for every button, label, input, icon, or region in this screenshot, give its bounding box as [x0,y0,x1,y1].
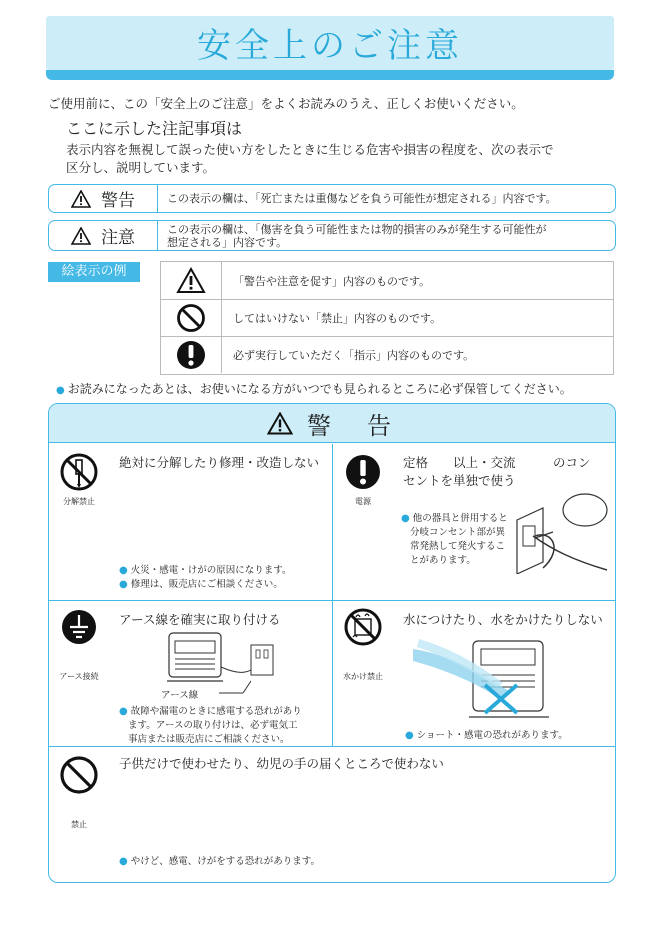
icon-label: 禁止 [71,820,87,829]
warning-triangle-icon [161,262,222,299]
pictogram-text: してはいけない「禁止」内容のものです。 [233,312,442,325]
warning-note: ● ショート・感電の恐れがあります。 [405,730,568,741]
power-instruction-icon [345,454,381,494]
pictogram-text: 必ず実行していただく「指示」内容のものです。 [233,349,475,362]
warning-note: 分岐コンセント部が異 [410,527,506,538]
warning-note: ● 故障や漏電のときに感電する恐れがあり [119,706,302,717]
icon-label: 分解禁止 [63,497,95,506]
warning-title: セントを単独で使う [403,473,516,488]
ground-connection-icon [61,609,97,649]
signal-caution-label: 注意 [49,221,158,250]
warning-header: 警 告 [49,404,615,443]
pictogram-table [160,261,614,375]
warning-triangle-icon [71,227,91,245]
figure-label: アース線 [161,690,199,701]
warning-triangle-icon [267,412,293,435]
no-disassembly-icon [59,452,99,496]
warning-title: 水につけたり、水をかけたりしない [403,612,603,627]
warning-note: ● やけど、感電、けがをする恐れがあります。 [119,856,320,867]
icon-label: アース接続 [59,672,99,681]
warning-note: ます。アースの取り付けは、必ず電気工 [128,720,298,731]
warning-title: 子供だけで使わせたり、幼児の手の届くところで使わない [119,756,444,771]
prohibition-icon [59,755,99,799]
subheading: ここに示した注記事項は [66,119,243,138]
example-tag: 絵表示の例 [48,262,140,282]
pictogram-row [161,299,613,337]
signal-warning-box [48,184,616,213]
warning-triangle-icon [71,190,91,208]
title-underline [46,70,614,80]
explain-line: 表示内容を無視して誤った使い方をしたときに生じる危害や損害の程度を、次の表示で [66,142,554,157]
warning-note: ● 修理は、販売店にご相談ください。 [119,579,283,590]
warning-title: 定格 以上・交流 のコン [403,455,591,470]
pictogram-text: 「警告や注意を促す」内容のものです。 [233,275,431,288]
warning-note: 事店または販売店にご相談ください。 [128,734,290,745]
water-splash-illustration [413,635,573,731]
warning-note: 常発熱して発火するこ [410,541,506,552]
warning-item [333,444,615,600]
signal-caution-box [48,220,616,251]
warning-note: ● 他の器具と併用すると [401,513,508,524]
signal-warning-text: この表示の欄は、「死亡または重傷などを負う可能性が想定される」内容です。 [167,192,557,205]
warning-item [49,444,332,600]
icon-label: 電源 [355,497,371,506]
explain-line: 区分し、説明しています。 [66,160,216,175]
prohibition-icon [161,299,222,336]
signal-warning-label: 警告 [49,185,158,212]
warning-item [49,601,332,746]
warning-note: ● 火災・感電・けがの原因になります。 [119,565,292,576]
icon-label: 水かけ禁止 [343,672,383,681]
outlet-illustration [513,490,609,578]
pictogram-row [161,336,613,373]
warning-title: アース線を確実に取り付ける [119,612,281,627]
warning-note: とがあります。 [410,555,476,566]
warning-panel [48,403,616,883]
signal-caution-text: この表示の欄は、「傷害を負う可能性または物的損害のみが発生する可能性が [167,223,547,236]
no-water-icon [343,607,383,651]
intro-text: ご使用前に、この「安全上のご注意」をよくお読みのうえ、正しくお使いください。 [48,96,524,111]
page-title: 安全上のご注意 [197,26,463,66]
warning-title: 絶対に分解したり修理・改造しない [119,455,320,470]
pictogram-row [161,262,613,300]
keep-note: ● お読みになったあとは、お使いになる方がいつでも見られるところに必ず保管してください。 [56,382,572,396]
warning-item [333,601,615,746]
warning-item [49,747,615,882]
instruction-icon [161,336,222,373]
signal-caution-text: 想定される」内容です。 [167,236,288,249]
